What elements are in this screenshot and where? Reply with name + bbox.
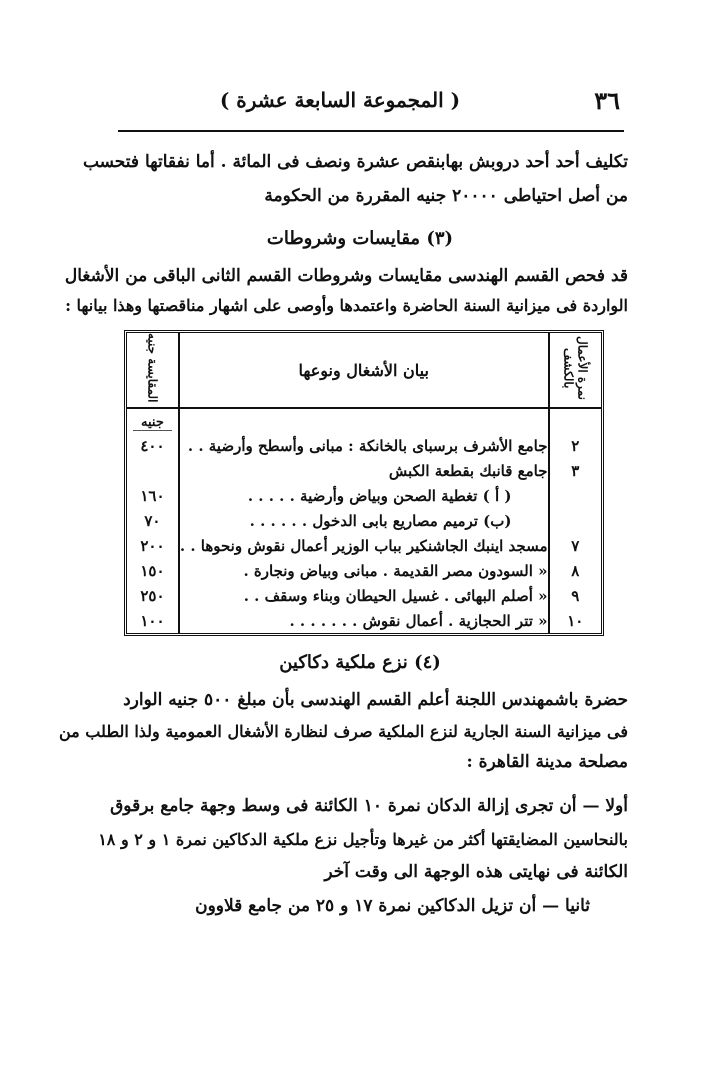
row-desc: « تتر الحجازية . أعمال نقوش . . . . . . . bbox=[178, 608, 548, 633]
page-header bbox=[120, 86, 620, 122]
unit-label: جنيه bbox=[133, 415, 172, 431]
row-no: ٣ bbox=[548, 459, 602, 484]
row-cost bbox=[127, 459, 178, 484]
row-desc: « السودون مصر القديمة . مبانى وبياض ونجارة . bbox=[178, 558, 548, 583]
table-row bbox=[127, 459, 601, 484]
header-rule bbox=[118, 130, 624, 132]
row-no: ٧ bbox=[548, 533, 602, 558]
row-no bbox=[548, 509, 602, 534]
section-3-line-2: الواردة فى ميزانية السنة الحاضرة واعتمدها وأوصى على اشهار مناقصتها وهذا بيانها : bbox=[65, 296, 628, 315]
page-number: ٣٦ bbox=[594, 86, 620, 115]
row-no: ٢ bbox=[548, 434, 602, 459]
table-row bbox=[127, 509, 601, 534]
row-desc: (ب) ترميم مصاريع بابى الدخول . . . . . . bbox=[178, 509, 548, 534]
row-desc: ( أ ) تغطية الصحن وبياض وأرضية . . . . . bbox=[178, 484, 548, 509]
intro-line-2: من أصل احتياطى ٢٠٠٠٠ جنيه المقررة من الحكومة bbox=[264, 186, 628, 206]
col-no-header: نمرة الأعمال بالكشف bbox=[548, 333, 602, 409]
table-row bbox=[127, 434, 601, 459]
row-cost: ٤٠٠ bbox=[140, 437, 165, 456]
resolution-second: ثانيا — أن تزيل الدكاكين نمرة ١٧ و ٢٥ من جامع قلاوون bbox=[195, 896, 590, 916]
row-cost: ٧٠ bbox=[144, 511, 161, 530]
row-cost: ١٦٠ bbox=[140, 487, 165, 506]
col-cost-header: المقايسة جنيه bbox=[127, 333, 178, 409]
row-desc: جامع الأشرف برسباى بالخانكة : مبانى وأسطح وأرضية . . bbox=[178, 434, 548, 459]
unit-row bbox=[127, 409, 601, 434]
table-row bbox=[127, 583, 601, 608]
row-desc: مسجد اينبك الجاشنكير بباب الوزير أعمال نقوش ونحوها . . bbox=[178, 533, 548, 558]
row-no: ٩ bbox=[548, 583, 602, 608]
section-3-line-1: قد فحص القسم الهندسى مقايسات وشروطات القسم الثانى الباقى من الأشغال bbox=[64, 266, 628, 286]
row-cost: ١٠٠ bbox=[140, 611, 165, 630]
resolution-first-line-1: أولا — أن تجرى إزالة الدكان نمرة ١٠ الكائنة فى وسط وجهة جامع برقوق bbox=[110, 796, 628, 816]
row-cost: ٢٠٠ bbox=[140, 536, 165, 555]
section-4-heading: (٤) نزع ملكية دكاكين bbox=[279, 652, 441, 673]
table-row bbox=[127, 484, 601, 509]
section-4-line-3: مصلحة مدينة القاهرة : bbox=[466, 752, 628, 772]
table-row bbox=[127, 608, 601, 633]
table-header-row bbox=[127, 333, 601, 409]
row-no: ٨ bbox=[548, 558, 602, 583]
running-title: ( المجموعة السابعة عشرة ) bbox=[219, 88, 461, 112]
row-desc: « أصلم البهائى . غسيل الحيطان وبناء وسقف . . bbox=[178, 583, 548, 608]
intro-line-1: تكليف أحد أحد دروبش بهابنقص عشرة ونصف فى المائة . أما نفقاتها فتحسب bbox=[82, 152, 628, 172]
col-desc-header: بيان الأشغال ونوعها bbox=[178, 333, 548, 409]
resolution-first-line-2: بالنحاسين المضايقتها أكثر من غيرها وتأجيل نزع ملكية الدكاكين نمرة ١ و ٢ و ١٨ bbox=[98, 830, 628, 849]
table-row bbox=[127, 533, 601, 558]
row-no: ١٠ bbox=[548, 608, 602, 633]
resolution-first-line-3: الكائنة فى نهايتى هذه الوجهة الى وقت آخر bbox=[324, 862, 628, 882]
row-cost: ٢٥٠ bbox=[140, 586, 165, 605]
works-table bbox=[124, 330, 604, 636]
row-no bbox=[548, 484, 602, 509]
table-row bbox=[127, 558, 601, 583]
section-4-line-2: فى ميزانية السنة الجارية لنزع الملكية صرف لنظارة الأشغال العمومية ولذا الطلب من bbox=[58, 722, 628, 741]
section-4-line-1: حضرة باشمهندس اللجنة أعلم القسم الهندسى بأن مبلغ ٥٠٠ جنيه الوارد bbox=[123, 690, 628, 710]
row-cost: ١٥٠ bbox=[140, 561, 165, 580]
section-3-heading: (٣) مقايسات وشروطات bbox=[266, 228, 454, 249]
row-desc: جامع قانبك بقطعة الكبش bbox=[178, 459, 548, 484]
